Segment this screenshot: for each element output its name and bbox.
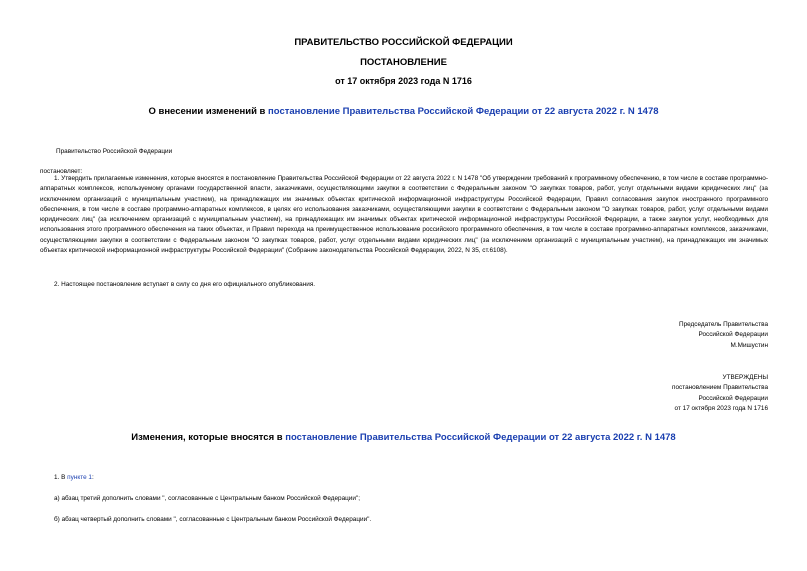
decree-title-prefix: О внесении изменений в bbox=[148, 106, 269, 117]
signature-name: М.Мишустин bbox=[730, 341, 768, 349]
signature-position: Председатель Правительства bbox=[679, 321, 768, 328]
government-line: Правительство Российской Федерации bbox=[56, 148, 173, 155]
signature-block bbox=[679, 320, 768, 351]
approved-word: УТВЕРЖДЕНЫ bbox=[722, 374, 768, 381]
signature-org: Российской Федерации bbox=[698, 331, 768, 339]
paragraph-2: 2. Настоящее постановление вступает в силу со дня его официального опубликования. bbox=[54, 281, 316, 288]
approved-date: от 17 октября 2023 года N 1716 bbox=[674, 404, 768, 412]
changes-title-prefix: Изменения, которые вносятся в bbox=[131, 432, 286, 443]
change-item-a: а) абзац третий дополнить словами ", согласованные с Центральным банком Российской Федерации"; bbox=[54, 495, 360, 502]
item1-suffix: : bbox=[91, 474, 94, 481]
item1-point-link[interactable]: пункте 1 bbox=[67, 474, 92, 481]
doc-type-heading: ПОСТАНОВЛЕНИЕ bbox=[360, 57, 447, 68]
amended-decree-link[interactable]: постановление Правительства Российской Федерации от 22 августа 2022 г. N 1478 bbox=[268, 106, 659, 117]
approved-org: Российской Федерации bbox=[698, 394, 768, 402]
decree-title bbox=[0, 106, 807, 117]
decrees-word: постановляет: bbox=[40, 168, 83, 175]
item1-prefix: 1. В bbox=[54, 474, 68, 481]
date-number-heading: от 17 октября 2023 года N 1716 bbox=[335, 76, 472, 86]
changes-decree-link[interactable]: постановление Правительства Российской Федерации от 22 августа 2022 г. N 1478 bbox=[285, 432, 676, 443]
change-item-1 bbox=[54, 473, 94, 483]
approved-by: постановлением Правительства bbox=[672, 384, 768, 392]
changes-title bbox=[0, 432, 807, 443]
paragraph-1: 1. Утвердить прилагаемые изменения, которые вносятся в постановление Правительства Российской Федерации от 22 августа 2022 г. N 1478 "Об утверждении требований к программному обеспечению, в том числе в составе программно-аппаратных комплексов, используемому органами государственной власти, заказчиками, осуществляющими закупки в соответствии с Федеральным законом "О закупках товаров, работ, услуг отдельными видами юридических лиц" (за исключением организаций с муниципальным участием), на принадлежащих им значимых объектах критической информационной инфраструктуры Российской Федерации, Правил согласования закупок иностранного программного обеспечения, в том числе в составе программно-аппаратных комплексов, в целях его использования заказчиками, осуществляющими закупки в соответствии с Федеральным законом "О закупках товаров, работ, услуг отдельными видами юридических лиц" (за исключением организаций с муниципальным участием), на принадлежащих им значимых объектах критической информационной инфраструктуры Российской Федерации, а также закупок услуг, необходимых для использования этого программного обеспечения на таких объектах, и Правил перехода на преимущественное использование российского программного обеспечения, в том числе в составе программно-аппаратных комплексов, заказчиками, осуществляющими закупки в соответствии с Федеральным законом "О закупках товаров, работ, услуг отдельными видами юридических лиц" (за исключением организаций с муниципальным участием), на принадлежащих им значимых объектах критической информационной инфраструктуры Российской Федерации" (Собрание законодательства Российской Федерации, 2022, N 35, ст.6108). bbox=[40, 175, 768, 255]
government-heading: ПРАВИТЕЛЬСТВО РОССИЙСКОЙ ФЕДЕРАЦИИ bbox=[294, 37, 513, 48]
change-item-b: б) абзац четвертый дополнить словами ", согласованные с Центральным банком Российской Федерации". bbox=[54, 516, 372, 523]
approved-block bbox=[672, 373, 768, 414]
